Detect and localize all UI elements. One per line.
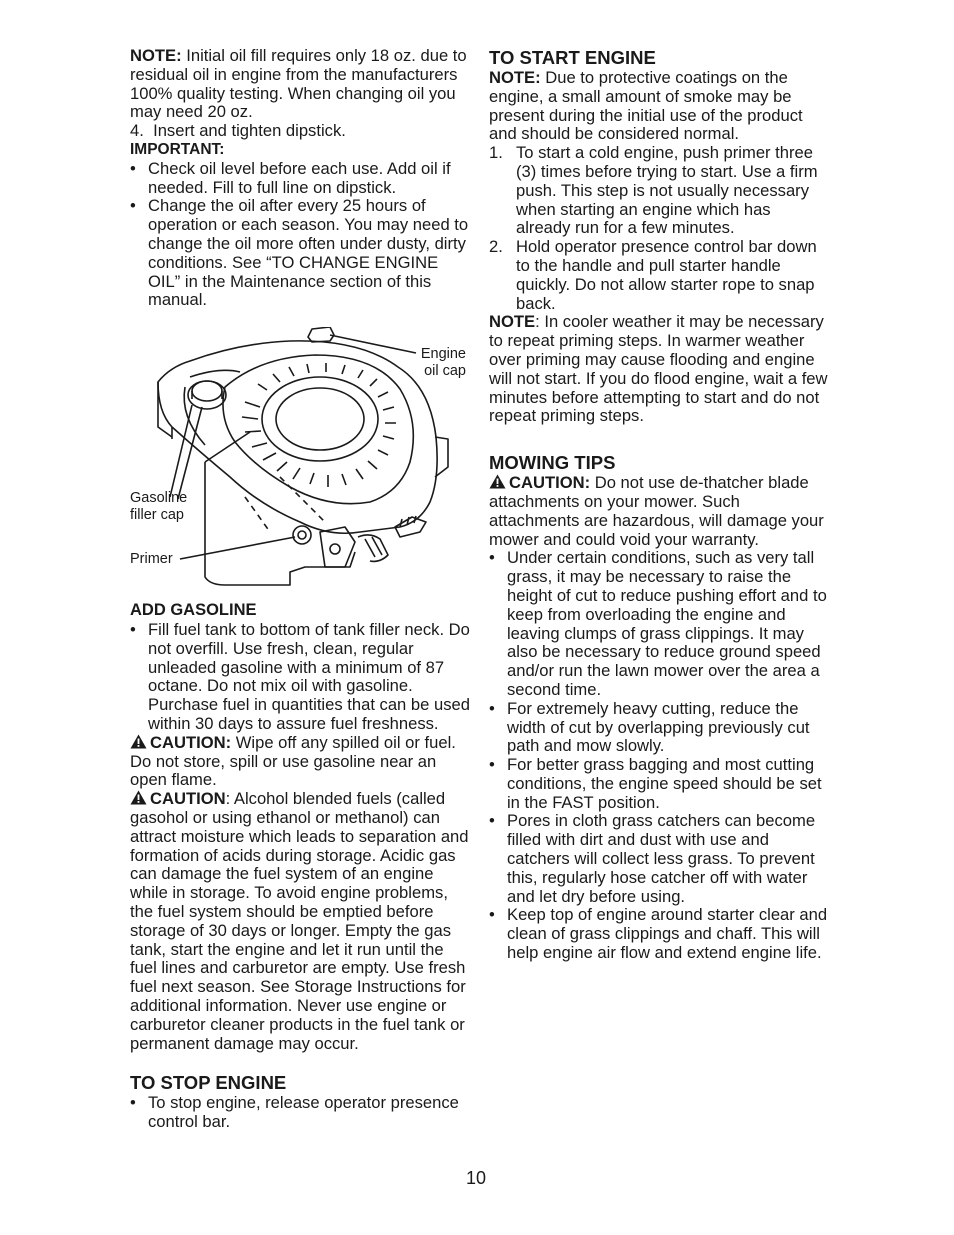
list-item: • For better grass bagging and most cutting conditions, the engine speed should be set in the FAST position. xyxy=(489,756,829,812)
right-column xyxy=(489,47,829,963)
list-item: • Change the oil after every 25 hours of operation or each season. You may need to change the oil more often under dusty, dirty conditions. See “TO CHANGE ENGINE OIL” in the Maintenance section of this manual. xyxy=(130,197,470,310)
warning-icon xyxy=(489,474,506,489)
engine-illustration xyxy=(130,327,470,589)
note-label: NOTE: xyxy=(130,46,182,65)
start-engine-heading: TO START ENGINE xyxy=(489,47,656,68)
engine-oil-cap-label: Engine oil cap xyxy=(420,346,466,379)
stop-engine-heading: TO STOP ENGINE xyxy=(130,1072,287,1094)
note-text: Due to protective coatings on the engine, a small amount of smoke may be present during the initial use of the product and should be considered normal. xyxy=(489,68,803,144)
priming-note xyxy=(489,313,829,426)
note-text: Initial oil fill requires only 18 oz. due to residual oil in engine from the manufacturers 100% quality testing. When changing oil you may need 20 oz. xyxy=(130,46,467,122)
caution-label: CAUTION xyxy=(150,789,226,809)
list-item: • Fill fuel tank to bottom of tank filler neck. Do not overfill. Use fresh, clean, regular unleaded gasoline with a minimum of 87 octane. Do not mix oil with gasoline. Purchase fuel in quantities that can be used within 30 days to assure fuel freshness. xyxy=(130,621,470,734)
note-label: NOTE xyxy=(489,312,536,332)
warning-icon xyxy=(130,790,147,805)
oil-fill-note xyxy=(130,47,470,122)
step-item xyxy=(489,144,829,238)
caution-text: : Alcohol blended fuels (called gasohol or using ethanol or methanol) can attract moisture which leads to separation and formation of acids during storage. Acidic gas can damage the fuel system of an engine while in storage. To avoid engine problems, the fuel system should be emptied before storage of 30 days or longer. Empty the gas tank, start the engine and let it run until the fuel lines and carburetor are empty. Use fresh fuel next season. See Storage Instructions for additional information. Never use engine or carburetor cleaner products in the fuel tank or permanent damage may occur. xyxy=(130,789,469,1053)
caution-text: Wipe off any spilled oil or fuel. Do not store, spill or use gasoline near an open flame. xyxy=(130,732,456,790)
step-text: Hold operator presence control bar down to the handle and pull starter handle quickly. Do not allow starter rope to snap back. xyxy=(516,237,817,313)
step-text: To start a cold engine, push primer three (3) times before trying to start. Use a firm push. This step is not usually necessary when starting an engine which has already run for a few minutes. xyxy=(516,143,818,238)
list-item: • Check oil level before each use. Add oil if needed. Fill to full line on dipstick. xyxy=(130,160,470,198)
left-column xyxy=(130,47,470,310)
mowing-tips-heading: MOWING TIPS xyxy=(489,452,616,474)
list-item: • Keep top of engine around starter clear and clean of grass clippings and chaff. This will help engine air flow and extend engine life. xyxy=(489,906,829,962)
add-gasoline-list xyxy=(130,621,470,734)
caution-alcohol xyxy=(130,790,470,1053)
add-gasoline-heading: ADD GASOLINE xyxy=(130,601,257,619)
note-text: : In cooler weather it may be necessary to repeat priming steps. In warmer weather over priming may cause flooding and engine will not start. If you do flood engine, wait a few minutes before attempting to start and do not repeat priming steps. xyxy=(489,312,828,426)
step-number: 4. xyxy=(130,121,144,141)
list-item: • For extremely heavy cutting, reduce the width of cut by overlapping previously cut path and mow slowly. xyxy=(489,700,829,756)
note-label: NOTE: xyxy=(489,68,541,87)
gasoline-filler-cap-label: Gasoline filler cap xyxy=(130,490,188,523)
stop-engine-list xyxy=(130,1094,470,1132)
mowing-tips-list xyxy=(489,549,829,963)
caution-dethatcher xyxy=(489,474,829,549)
step-number: 1. xyxy=(489,143,503,163)
important-label: IMPORTANT: xyxy=(130,140,225,158)
page-number: 10 xyxy=(466,1168,487,1188)
gasoline-section xyxy=(130,599,470,1132)
step-item xyxy=(489,238,829,313)
important-list xyxy=(130,160,470,310)
list-item: • Pores in cloth grass catchers can become filled with dirt and dust with use and catchers will collect less grass. To prevent this, regularly hose catcher off with water and let dry before using. xyxy=(489,812,829,906)
step-4 xyxy=(130,122,470,141)
step-text: Insert and tighten dipstick. xyxy=(153,121,346,141)
caution-label: CAUTION: xyxy=(509,473,591,493)
start-steps xyxy=(489,144,829,313)
smoke-note xyxy=(489,69,829,144)
primer-label: Primer xyxy=(130,551,173,567)
step-number: 2. xyxy=(489,237,503,257)
caution-label: CAUTION: xyxy=(150,732,232,752)
caution-text: Do not use de-thatcher blade attachments on your mower. Such attachments are hazardous, will damage your mower and could void your warranty. xyxy=(489,473,824,549)
list-item: • To stop engine, release operator presence control bar. xyxy=(130,1094,470,1132)
warning-icon xyxy=(130,734,147,749)
list-item: • Under certain conditions, such as very tall grass, it may be necessary to raise the height of cut to reduce pushing effort and to keep from overloading the engine and leaving clumps of grass clippings. It may also be necessary to reduce ground speed and/or run the lawn mower over the area a second time. xyxy=(489,549,829,699)
caution-spill xyxy=(130,734,470,790)
